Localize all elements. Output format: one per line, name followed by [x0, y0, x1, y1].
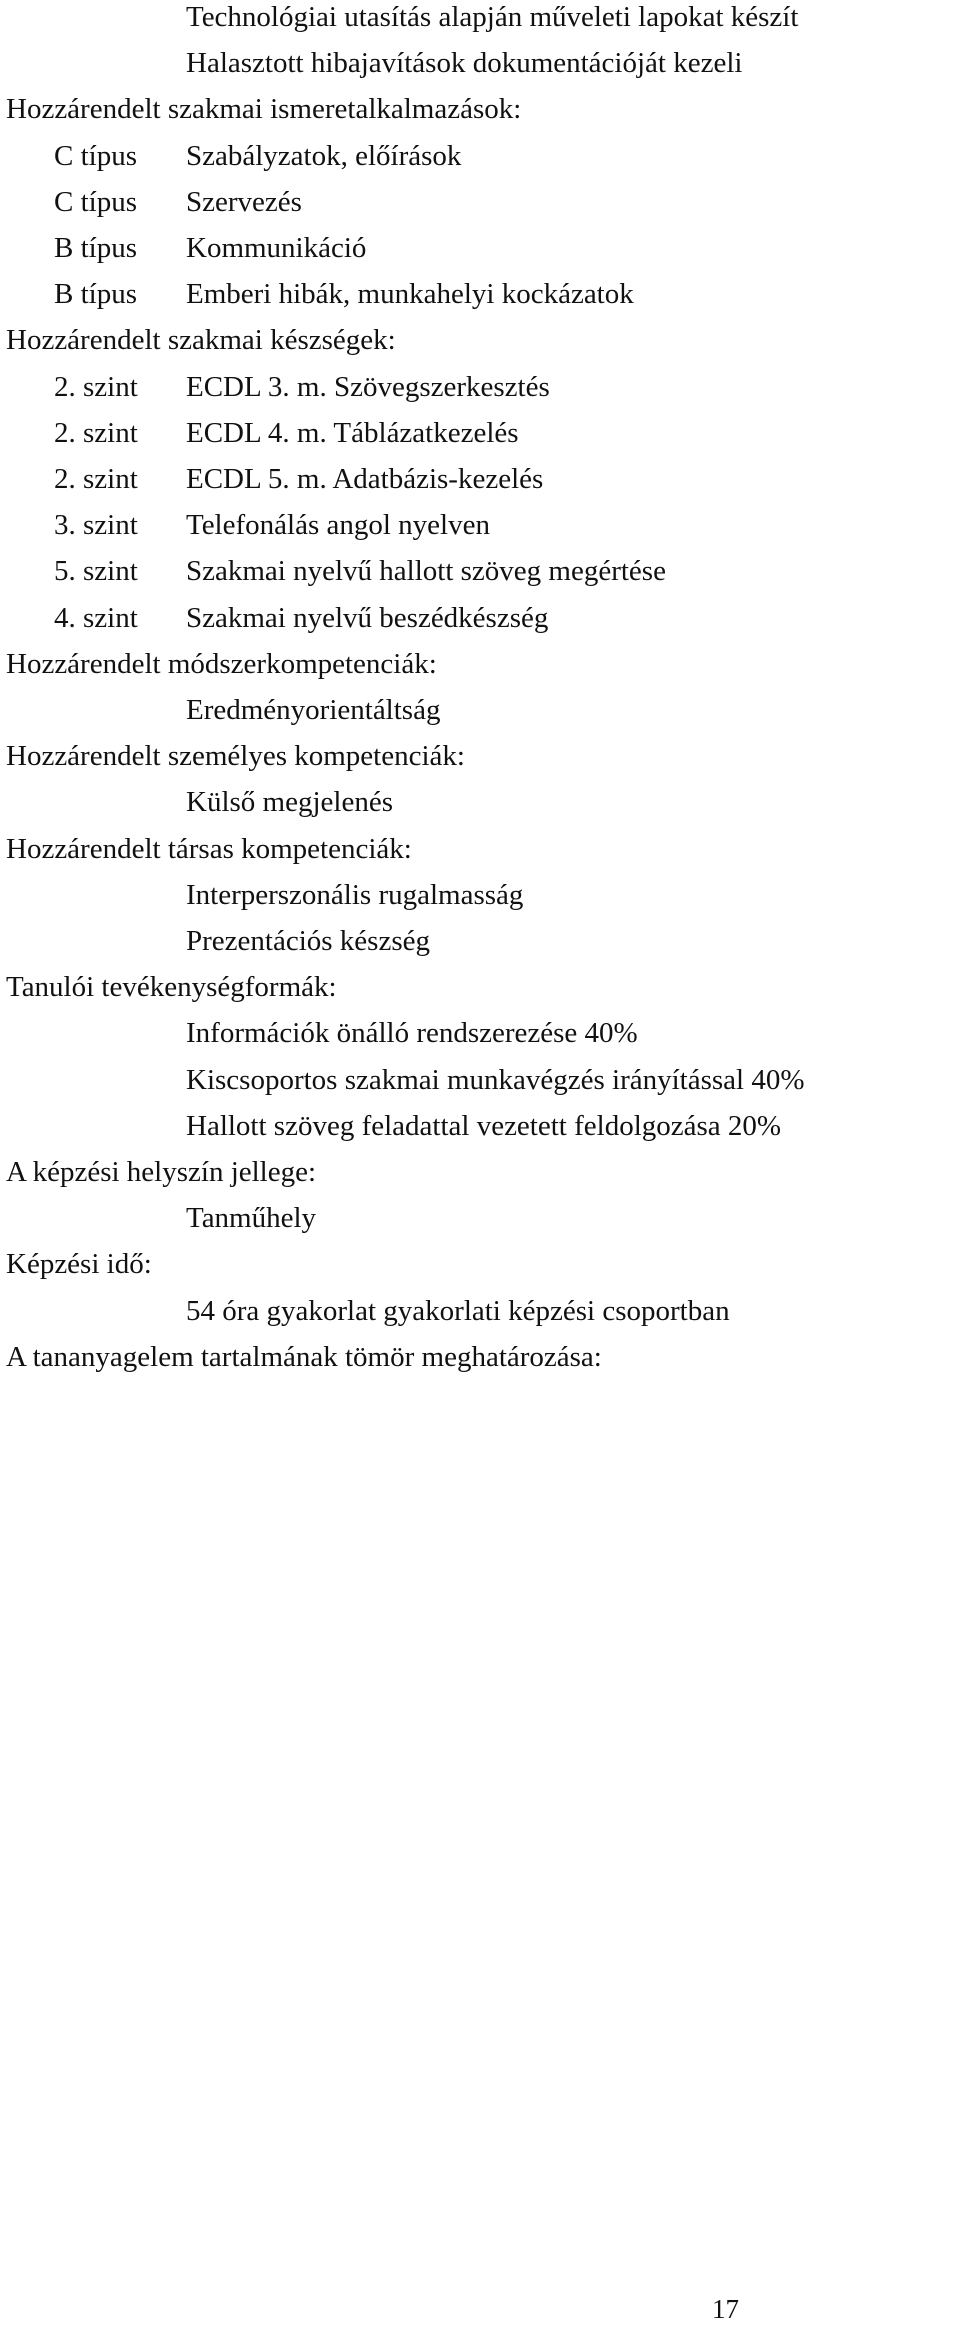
- classified-item: [6, 364, 550, 410]
- list-item: Halasztott hibajavítások dokumentációját kezeli: [186, 47, 743, 80]
- item-level: 2. szint: [54, 370, 138, 403]
- list-item: Kiscsoportos szakmai munkavégzés irányítással 40%: [186, 1063, 805, 1096]
- section-heading: Hozzárendelt szakmai ismeretalkalmazások:: [6, 93, 522, 126]
- section-heading: A képzési helyszín jellege:: [6, 1156, 317, 1188]
- item-level: 5. szint: [54, 555, 138, 588]
- item-text: Telefonálás angol nyelven: [186, 509, 490, 542]
- classified-item: [6, 502, 490, 548]
- section-heading: Tanulói tevékenységformák:: [6, 971, 337, 1004]
- item-text: Szabályzatok, előírások: [186, 139, 462, 172]
- item-level: C típus: [54, 185, 137, 218]
- classified-item: [6, 225, 366, 271]
- item-text: Szakmai nyelvű beszédkészség: [186, 601, 549, 634]
- item-level: 3. szint: [54, 509, 138, 542]
- item-text: ECDL 3. m. Szövegszerkesztés: [186, 370, 550, 403]
- item-text: ECDL 5. m. Adatbázis-kezelés: [186, 463, 544, 495]
- item-level: C típus: [54, 139, 137, 172]
- item-text: Kommunikáció: [186, 232, 367, 264]
- item-text: Emberi hibák, munkahelyi kockázatok: [186, 278, 634, 311]
- list-item: Technológiai utasítás alapján műveleti lapokat készít: [186, 1, 799, 33]
- item-text: Szakmai nyelvű hallott szöveg megértése: [186, 555, 666, 588]
- item-level: 2. szint: [54, 416, 138, 449]
- list-item: Információk önálló rendszerezése 40%: [186, 1017, 638, 1050]
- classified-item: [6, 548, 666, 594]
- list-item: Hallott szöveg feladattal vezetett feldolgozása 20%: [186, 1109, 782, 1142]
- classified-item: [6, 595, 548, 641]
- list-item: Prezentációs készség: [186, 925, 430, 957]
- section-heading: Hozzárendelt személyes kompetenciák:: [6, 740, 465, 773]
- section-heading: Hozzárendelt módszerkompetenciák:: [6, 647, 437, 680]
- classified-item: [6, 410, 519, 456]
- list-item: Eredményorientáltság: [186, 694, 441, 726]
- classified-item: [6, 271, 634, 317]
- item-level: B típus: [54, 278, 137, 311]
- section-heading: Hozzárendelt szakmai készségek:: [6, 324, 396, 357]
- classified-item: [6, 179, 302, 225]
- page-number: 17: [712, 2294, 739, 2324]
- list-item: Interperszonális rugalmasság: [186, 878, 524, 911]
- item-level: 2. szint: [54, 463, 138, 495]
- list-item: 54 óra gyakorlat gyakorlati képzési csoportban: [186, 1294, 730, 1327]
- item-level: 4. szint: [54, 601, 138, 634]
- item-text: ECDL 4. m. Táblázatkezelés: [186, 416, 519, 449]
- section-heading: A tananyagelem tartalmának tömör meghatározása:: [6, 1340, 602, 1373]
- list-item: Külső megjelenés: [186, 786, 393, 819]
- classified-item: [6, 133, 461, 179]
- classified-item: [6, 456, 543, 502]
- section-heading: Képzési idő:: [6, 1248, 152, 1281]
- section-heading: Hozzárendelt társas kompetenciák:: [6, 832, 412, 865]
- item-level: B típus: [54, 232, 137, 264]
- item-text: Szervezés: [186, 185, 302, 218]
- list-item: Tanműhely: [186, 1202, 317, 1235]
